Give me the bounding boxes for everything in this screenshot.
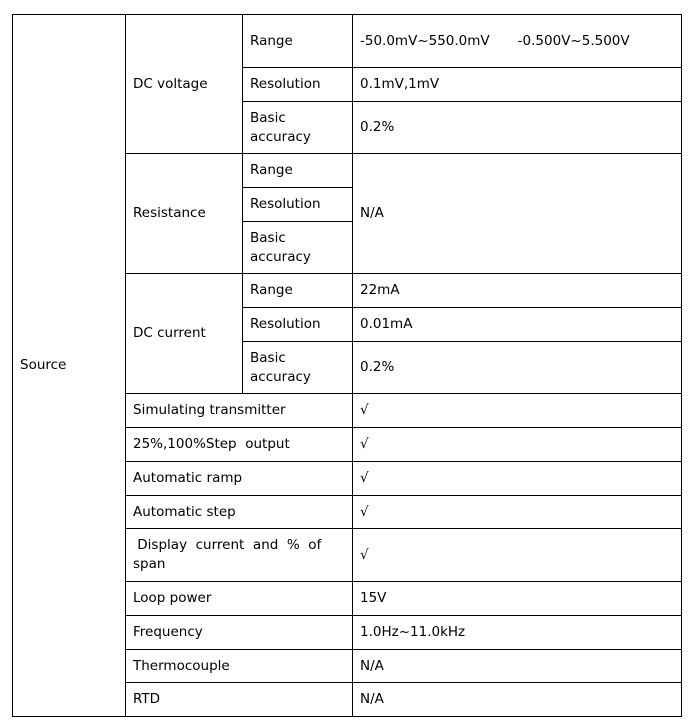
feature-value-cell xyxy=(353,683,682,717)
resistance-range-label-cell xyxy=(243,154,353,188)
feature-label: RTD xyxy=(133,691,161,707)
feature-label-line2: span xyxy=(133,556,166,572)
resistance-label: Resistance xyxy=(133,205,206,221)
feature-label: Automatic step xyxy=(133,503,236,520)
dc-voltage-accuracy-label-cell xyxy=(243,102,353,154)
feature-value-cell xyxy=(353,394,682,428)
resolution-label: Resolution xyxy=(250,76,321,92)
dc-current-cell xyxy=(126,274,243,394)
feature-value-cell xyxy=(353,582,682,616)
resistance-cell xyxy=(126,154,243,274)
range-value-mv: -50.0mV~550.0mV xyxy=(360,32,490,49)
dc-current-accuracy-value-cell xyxy=(353,342,682,394)
dc-voltage-resolution-value-cell xyxy=(353,68,682,102)
accuracy-label-line1: Basic xyxy=(250,109,286,126)
dc-current-resolution-value-cell xyxy=(353,308,682,342)
table-row xyxy=(13,15,682,68)
feature-label-line1: Display current and % of xyxy=(133,537,322,553)
feature-value-cell xyxy=(353,650,682,683)
accuracy-label-line2: accuracy xyxy=(250,368,311,385)
feature-label-cell xyxy=(126,394,353,428)
feature-value: √ xyxy=(360,470,369,486)
dc-voltage-range-label-cell xyxy=(243,15,353,68)
dc-voltage-resolution-label-cell xyxy=(243,68,353,102)
category-cell xyxy=(13,15,126,717)
feature-value-cell xyxy=(353,616,682,650)
accuracy-label-line2: accuracy xyxy=(250,128,311,145)
resistance-value-cell xyxy=(353,154,682,274)
range-value: 22mA xyxy=(360,282,400,298)
resolution-value: 0.1mV,1mV xyxy=(360,76,440,92)
accuracy-value: 0.2% xyxy=(360,359,395,375)
spec-table xyxy=(12,14,682,717)
range-value-v: -0.500V~5.500V xyxy=(517,32,630,49)
resolution-label: Resolution xyxy=(250,316,321,332)
feature-value: 1.0Hz~11.0kHz xyxy=(360,624,466,640)
category-label: Source xyxy=(20,357,67,373)
feature-label: Frequency xyxy=(133,624,203,640)
dc-voltage-range-value-cell xyxy=(353,15,682,68)
feature-label-cell xyxy=(126,496,353,529)
resolution-label: Resolution xyxy=(250,196,321,212)
accuracy-value: 0.2% xyxy=(360,119,395,135)
resistance-value: N/A xyxy=(360,205,384,221)
feature-label-cell xyxy=(126,650,353,683)
feature-label-cell xyxy=(126,616,353,650)
feature-value: √ xyxy=(360,503,369,520)
feature-value: 15V xyxy=(360,590,387,606)
resistance-accuracy-label-cell xyxy=(243,222,353,274)
feature-label-cell xyxy=(126,683,353,717)
feature-value-cell xyxy=(353,428,682,462)
feature-label: Thermocouple xyxy=(133,657,230,674)
feature-label-cell xyxy=(126,428,353,462)
range-label: Range xyxy=(250,32,293,49)
dc-voltage-accuracy-value-cell xyxy=(353,102,682,154)
accuracy-label-line2: accuracy xyxy=(250,248,311,265)
dc-voltage-cell xyxy=(126,15,243,154)
feature-value: N/A xyxy=(360,657,384,674)
range-label: Range xyxy=(250,282,293,298)
feature-value: √ xyxy=(360,402,369,418)
feature-label: Automatic ramp xyxy=(133,470,243,486)
dc-current-resolution-label-cell xyxy=(243,308,353,342)
feature-label-cell xyxy=(126,582,353,616)
resistance-resolution-label-cell xyxy=(243,188,353,222)
dc-current-range-label-cell xyxy=(243,274,353,308)
feature-value-cell xyxy=(353,496,682,529)
feature-label-cell xyxy=(126,529,353,582)
feature-label-cell xyxy=(126,462,353,496)
feature-value: √ xyxy=(360,546,369,563)
feature-value: √ xyxy=(360,436,369,452)
feature-label: Loop power xyxy=(133,590,212,606)
dc-voltage-label: DC voltage xyxy=(133,75,208,92)
resolution-value: 0.01mA xyxy=(360,316,413,332)
accuracy-label-line1: Basic xyxy=(250,229,286,246)
feature-value-cell xyxy=(353,529,682,582)
feature-value-cell xyxy=(353,462,682,496)
feature-label: 25%,100%Step output xyxy=(133,436,290,452)
feature-value: N/A xyxy=(360,691,384,707)
range-label: Range xyxy=(250,162,293,178)
dc-current-accuracy-label-cell xyxy=(243,342,353,394)
accuracy-label-line1: Basic xyxy=(250,349,286,366)
dc-current-label: DC current xyxy=(133,325,206,341)
feature-label: Simulating transmitter xyxy=(133,402,286,418)
dc-current-range-value-cell xyxy=(353,274,682,308)
